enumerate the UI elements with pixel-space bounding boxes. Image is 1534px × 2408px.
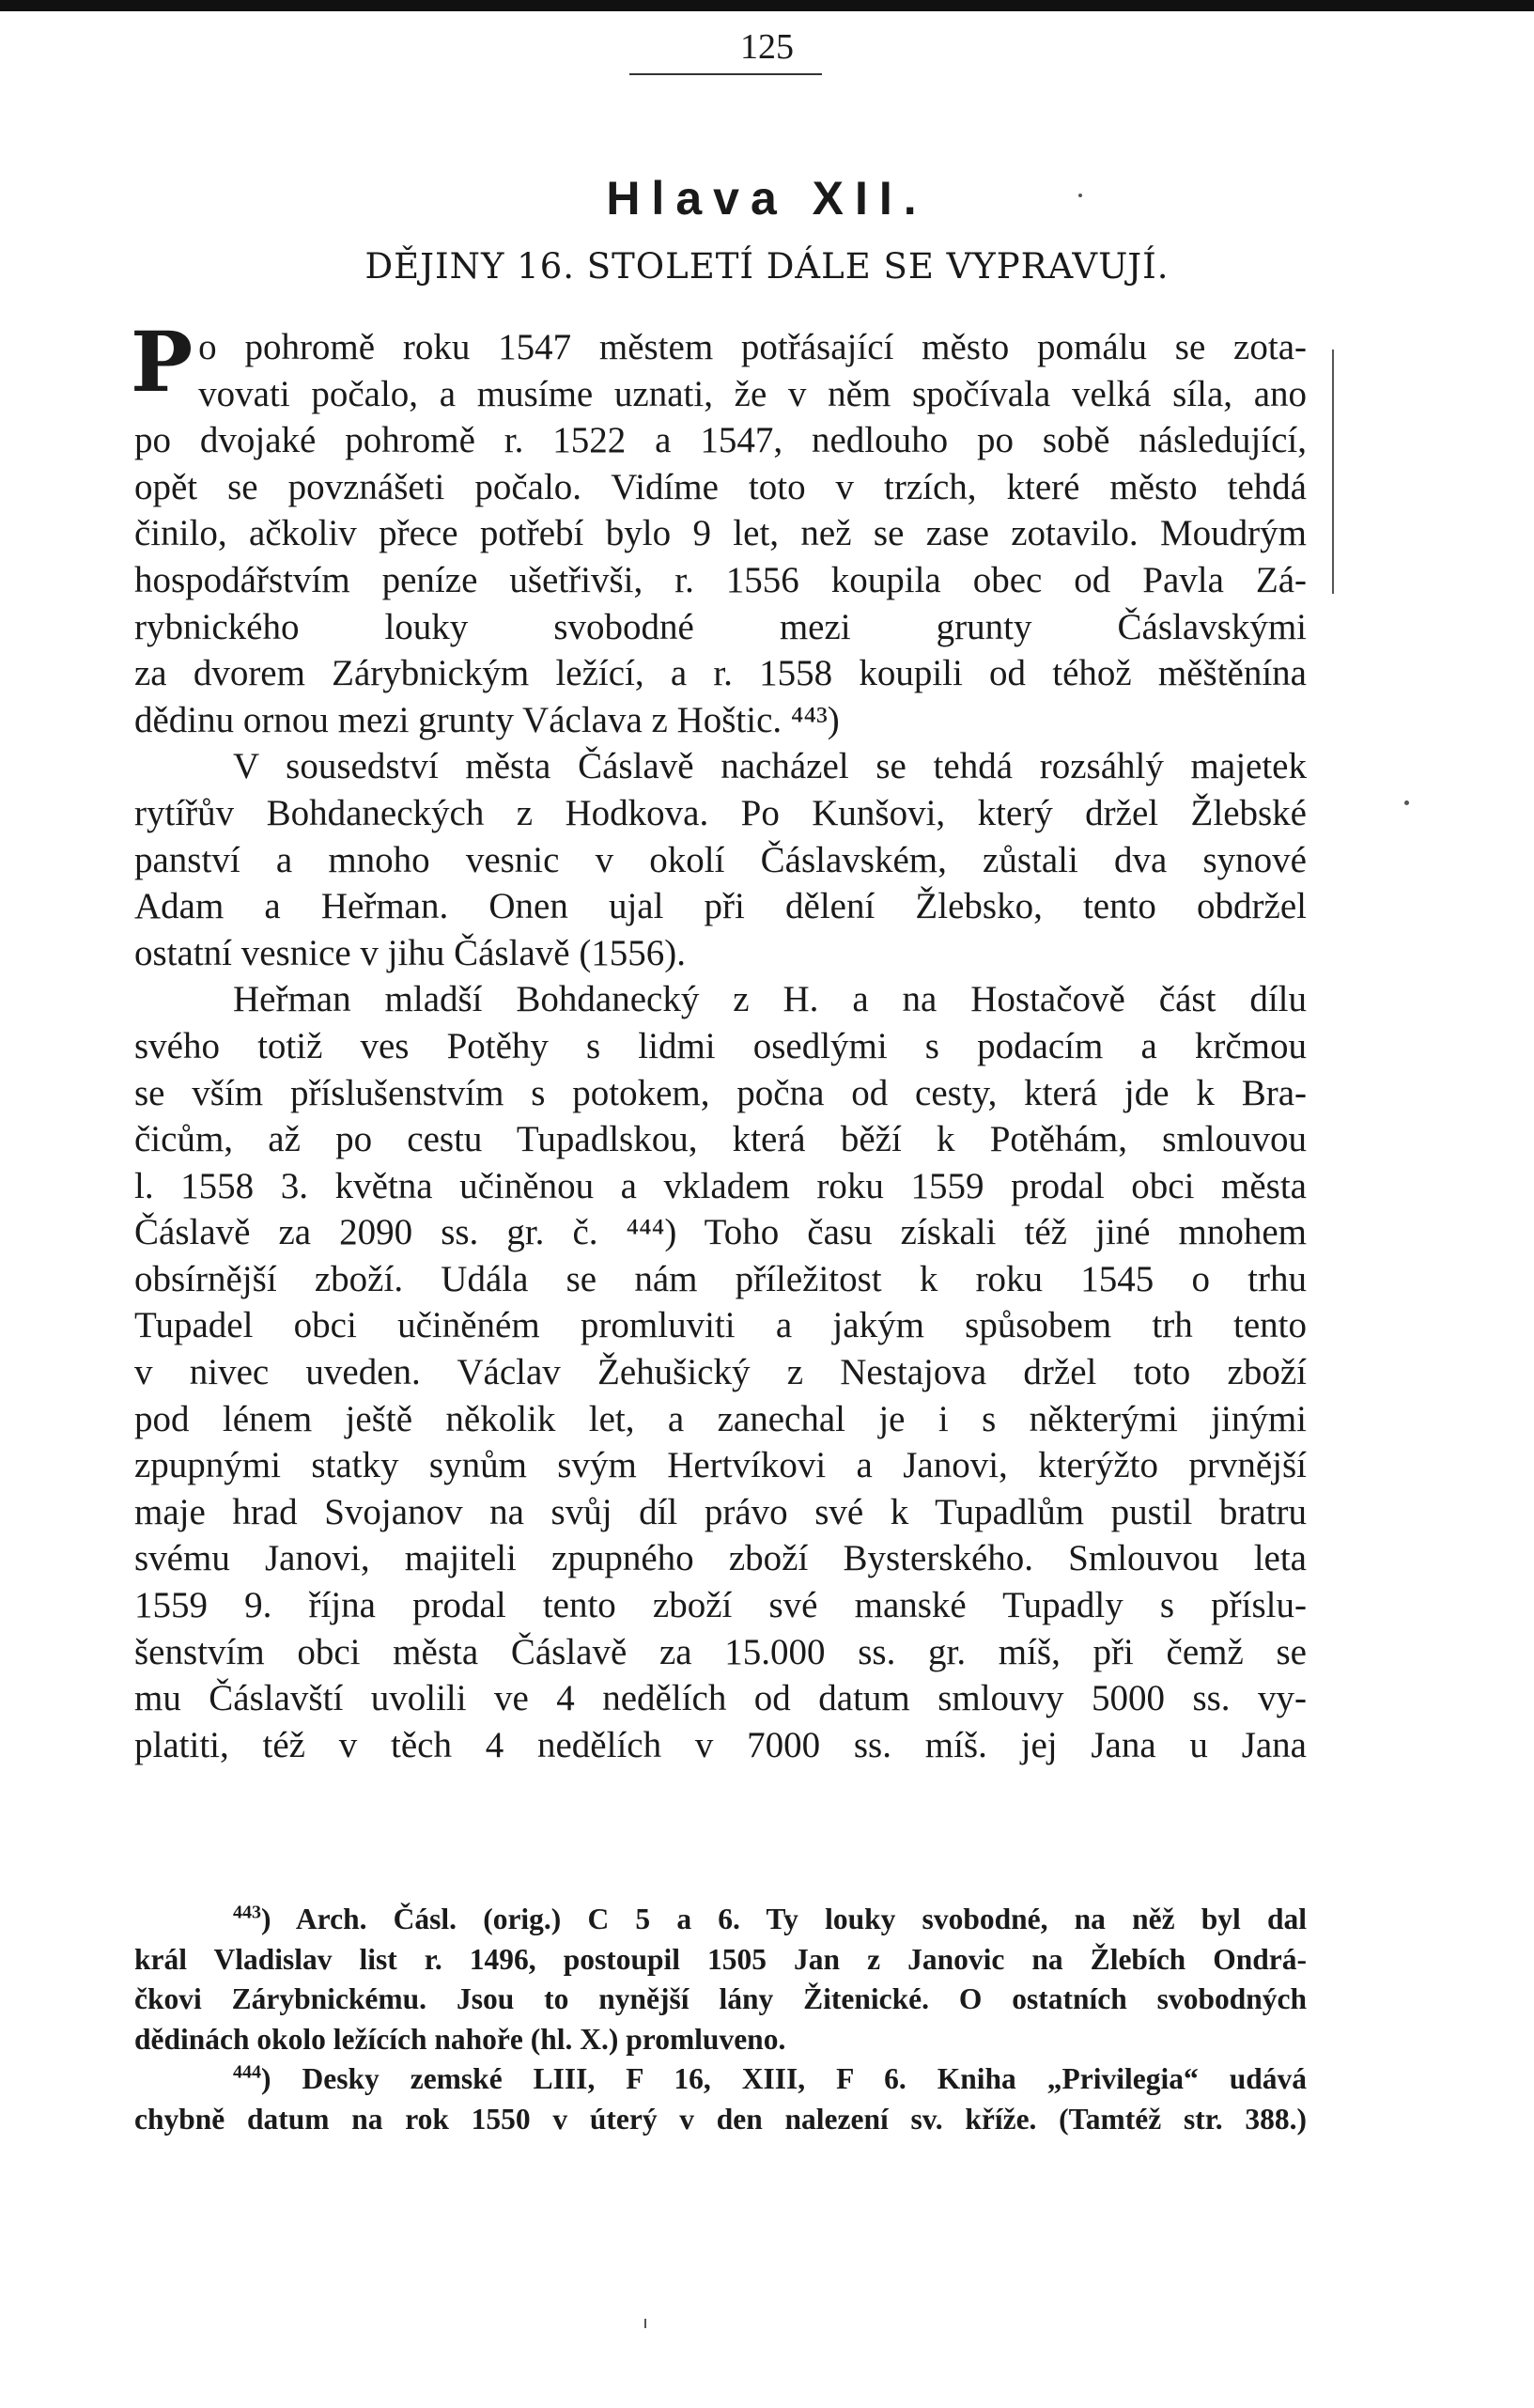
chapter-subtitle: DĚJINY 16. STOLETÍ DÁLE SE VYPRAVUJÍ. bbox=[364, 246, 1170, 287]
text-line: V sousedství města Čáslavě nacházel se tehdá rozsáhlý majetek bbox=[233, 746, 1307, 787]
body-text bbox=[131, 313, 1307, 1768]
footnote-line bbox=[134, 2059, 1307, 2100]
text-line: panství a mnoho vesnic v okolí Čáslavském, zůstali dva synové bbox=[134, 839, 1307, 880]
text-line: 1559 9. října prodal tento zboží své manské Tupadly s příslu- bbox=[134, 1585, 1307, 1626]
page-number: 125 bbox=[740, 27, 794, 67]
footnote-mark: 443 bbox=[233, 1902, 261, 1923]
text-line: svého totiž ves Potěhy s lidmi osedlými s podacím a krčmou bbox=[134, 1025, 1307, 1066]
footnote-mark: 444 bbox=[233, 2061, 261, 2083]
footnote-line: dědinách okolo ležících nahoře (hl. X.) promluveno. bbox=[134, 2022, 786, 2056]
text-line: rybnického louky svobodné mezi grunty Čáslavskými bbox=[134, 606, 1307, 647]
scan-speck bbox=[644, 2319, 646, 2328]
text-line: maje hrad Svojanov na svůj díl právo své k Tupadlům pustil bratru bbox=[134, 1491, 1307, 1532]
footnote bbox=[134, 1900, 1307, 2059]
footnote-line: král Vladislav list r. 1496, postoupil 1505 Jan z Janovic na Žlebích Ondrá- bbox=[134, 1942, 1307, 1976]
text-line: ostatní vesnice v jihu Čáslavě (1556). bbox=[134, 932, 687, 973]
drop-cap: P bbox=[131, 313, 194, 411]
text-line: v nivec uveden. Václav Žehušický z Nestajova držel toto zboží bbox=[134, 1352, 1307, 1393]
text-line: se vším příslušenstvím s potokem, počna od cesty, která jde k Bra- bbox=[134, 1072, 1307, 1113]
text-line: pod lénem ještě několik let, a zanechal je i s některými jinými bbox=[134, 1398, 1307, 1439]
text-line: za dvorem Zárybnickým ležící, a r. 1558 koupili od téhož měštěnína bbox=[134, 653, 1307, 694]
text-line: čicům, až po cestu Tupadlskou, která běží k Potěhám, smlouvou bbox=[134, 1119, 1307, 1160]
text-line: platiti, též v těch 4 nedělích v 7000 ss. míš. jej Jana u Jana bbox=[134, 1724, 1307, 1765]
text-line: dědinu ornou mezi grunty Václava z Hoštic. ⁴⁴³) bbox=[134, 699, 840, 740]
text-line: o pohromě roku 1547 městem potřásající město pomálu se zota- bbox=[198, 327, 1307, 367]
text-line: svému Janovi, majiteli zpupného zboží Bysterského. Smlouvou leta bbox=[134, 1538, 1307, 1579]
text-line: Adam a Heřman. Onen ujal při dělení Žlebsko, tento obdržel bbox=[134, 886, 1307, 927]
footnote-line: čkovi Zárybnickému. Jsou to nynější lány Žitenické. O ostatních svobodných bbox=[134, 1982, 1307, 2015]
footnote-text: ) Desky zemské LIII, F 16, XIII, F 6. Kniha „Privilegia“ udává bbox=[261, 2062, 1307, 2095]
text-line: l. 1558 3. května učiněnou a vkladem roku 1559 prodal obci města bbox=[134, 1165, 1307, 1206]
text-line: rytířův Bohdaneckých z Hodkova. Po Kunšovi, který držel Žlebské bbox=[134, 792, 1307, 833]
text-line: Čáslavě za 2090 ss. gr. č. ⁴⁴⁴) Toho času získali též jiné mnohem bbox=[134, 1212, 1307, 1253]
chapter-title: Hlava XII. bbox=[606, 172, 928, 225]
page-number-rule bbox=[629, 73, 822, 75]
text-line: mu Čáslavští uvolili ve 4 nedělích od datum smlouvy 5000 ss. vy- bbox=[134, 1678, 1307, 1719]
footnote-text: ) Arch. Čásl. (orig.) C 5 a 6. Ty louky svobodné, na něž byl dal bbox=[261, 1903, 1307, 1935]
text-line: Tupadel obci učiněném promluviti a jakým spůsobem trh tento bbox=[134, 1305, 1307, 1346]
footnote bbox=[134, 2059, 1307, 2139]
text-line: Heřman mladší Bohdanecký z H. a na Hostačově část dílu bbox=[233, 979, 1307, 1020]
paragraph bbox=[134, 743, 1307, 976]
text-line: obsírnější zboží. Udála se nám příležitost k roku 1545 o trhu bbox=[134, 1258, 1307, 1299]
footnote-line bbox=[134, 1900, 1307, 1940]
scan-top-edge bbox=[0, 0, 1534, 11]
scan-speck bbox=[1404, 800, 1409, 805]
text-line: opět se povznášeti počalo. Vidíme toto v trzích, které město tehdá bbox=[134, 466, 1307, 507]
text-line: po dvojaké pohromě r. 1522 a 1547, nedlouho po sobě následující, bbox=[134, 420, 1307, 461]
paragraph bbox=[134, 976, 1307, 1768]
text-line: hospodářstvím peníze ušetřivši, r. 1556 koupila obec od Pavla Zá- bbox=[134, 559, 1307, 600]
paragraph bbox=[131, 313, 1307, 743]
text-line: činilo, ačkoliv přece potřebí bylo 9 let, než se zase zotavilo. Moudrým bbox=[134, 513, 1307, 554]
footnotes bbox=[134, 1900, 1307, 2139]
scan-speck bbox=[1078, 194, 1082, 197]
text-line: zpupnými statky synům svým Hertvíkovi a Janovi, kterýžto prvnější bbox=[134, 1445, 1307, 1486]
text-line: šenstvím obci města Čáslavě za 15.000 ss. gr. míš, při čemž se bbox=[134, 1631, 1307, 1672]
margin-pencil-mark bbox=[1332, 350, 1334, 594]
text-line: vovati počalo, a musíme uznati, že v něm spočívala velká síla, ano bbox=[198, 373, 1307, 414]
footnote-line: chybně datum na rok 1550 v úterý v den nalezení sv. kříže. (Tamtéž str. 388.) bbox=[134, 2102, 1307, 2136]
